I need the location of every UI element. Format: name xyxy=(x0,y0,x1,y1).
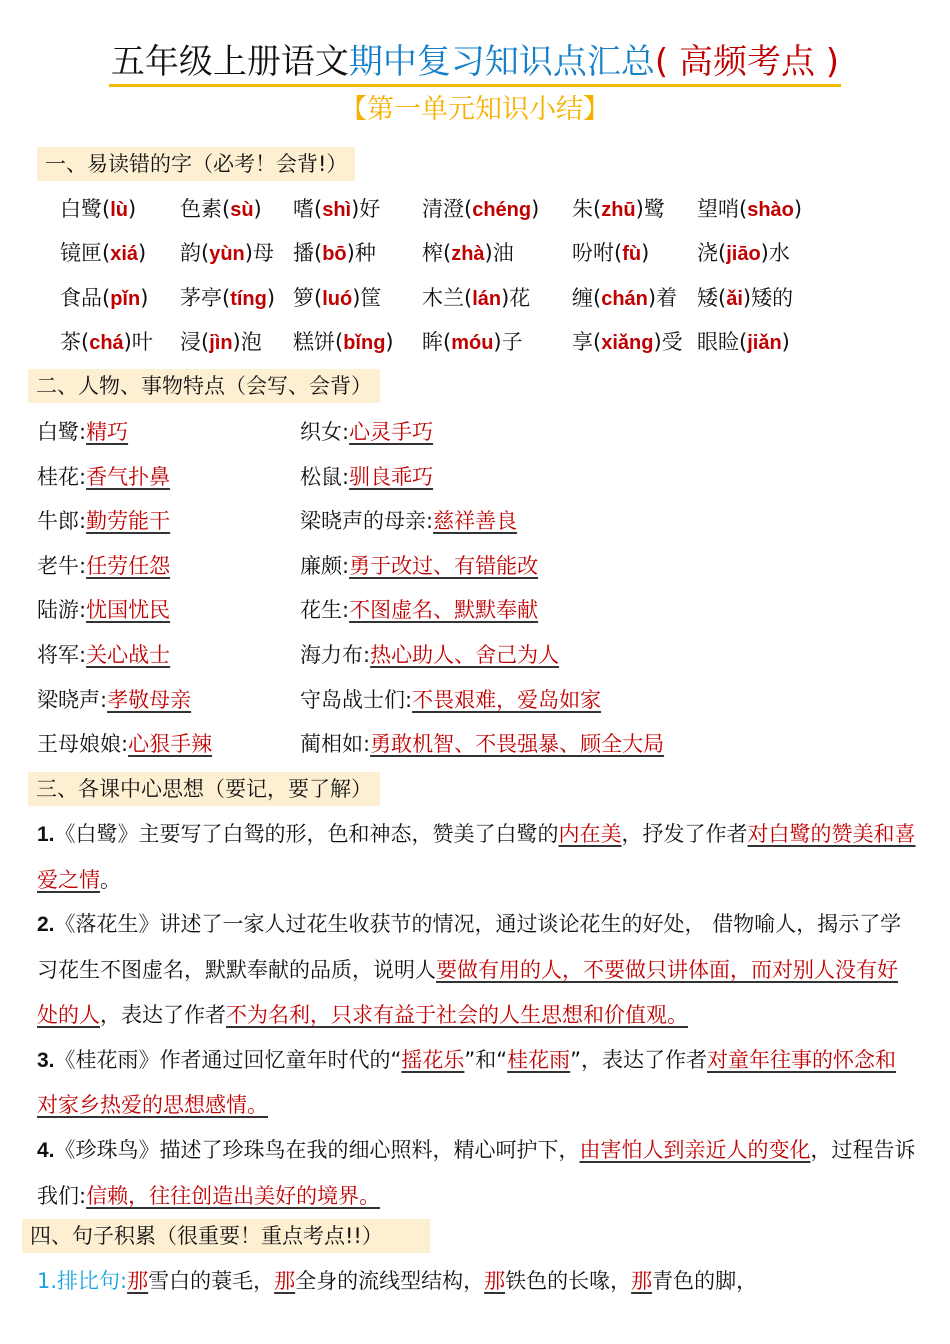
highlighted-phrase: 要做有用的人，不要做只讲体面，而对别人没有好处的人 xyxy=(37,958,898,1027)
highlighted-phrase: 信赖，往往创造出美好的境界。 xyxy=(86,1183,381,1208)
paragraph-text: ，表达了作者 xyxy=(100,1002,226,1027)
trait-subject: 梁晓声: xyxy=(37,687,108,712)
pinyin: lù xyxy=(110,199,128,221)
trait-description: 不图虚名、默默奉献 xyxy=(349,598,539,623)
central-ideas xyxy=(37,812,917,1218)
vocab-word-end: ) xyxy=(385,330,394,354)
trait-subject: 海力布: xyxy=(300,643,371,667)
pinyin: móu xyxy=(451,332,494,354)
vocab-item xyxy=(697,283,793,314)
paragraph xyxy=(37,1128,917,1218)
highlighted-phrase: 内在美 xyxy=(558,822,622,846)
trait-item xyxy=(300,729,664,759)
trait-subject: 王母娘娘: xyxy=(37,732,129,757)
trait-description: 热心助人、舍己为人 xyxy=(370,643,560,667)
vocab-item xyxy=(293,327,394,358)
trait-item xyxy=(300,417,433,447)
item-number: 1. xyxy=(37,823,55,846)
pinyin: jìn xyxy=(209,332,233,354)
section-heading-1: 一、易读错的字（必考！会背!） xyxy=(37,147,355,181)
trait-item xyxy=(300,685,601,715)
sentence-accumulation xyxy=(37,1259,917,1304)
paragraph-text: 全身的流线型结构， xyxy=(295,1269,485,1293)
trait-description: 香气扑鼻 xyxy=(86,464,171,489)
trait-description: 关心战士 xyxy=(86,643,171,667)
vocab-item xyxy=(422,238,514,269)
trait-description: 勇敢机智、不畏强暴、顾全大局 xyxy=(370,732,665,757)
item-number: 3. xyxy=(37,1048,55,1072)
vocab-word-end: )子 xyxy=(493,330,523,354)
vocab-word: 茶( xyxy=(60,330,90,354)
trait-item xyxy=(37,462,170,492)
paragraph xyxy=(37,1038,917,1128)
trait-item xyxy=(300,506,517,536)
vocab-word: 嗜( xyxy=(293,197,323,221)
trait-subject: 老牛: xyxy=(37,553,87,578)
pinyin: chá xyxy=(89,332,124,354)
trait-subject: 守岛战士们: xyxy=(300,687,413,712)
pinyin: bǐng xyxy=(343,332,386,354)
item-number: 2. xyxy=(37,913,55,937)
vocab-word: 榨( xyxy=(422,241,452,265)
vocab-word: 木兰( xyxy=(422,286,473,310)
vocab-word-end: )母 xyxy=(244,241,274,265)
vocab-word-end: )泡 xyxy=(232,330,262,354)
vocab-word: 食品( xyxy=(60,286,111,310)
vocab-word-end: )好 xyxy=(351,197,381,221)
pinyin: jiāo xyxy=(726,243,761,265)
paragraph-text: 《落花生》讲述了一家人过花生收获节的情况，通过谈论花生的好处， 借物喻人，揭示了学习花生不图虚名，默默奉献的品质，说明人 xyxy=(37,912,902,983)
vocab-item xyxy=(422,327,523,358)
pinyin: pǐn xyxy=(110,288,141,310)
pinyin: shào xyxy=(747,199,794,221)
vocab-word-end: ) xyxy=(138,241,147,265)
vocab-word: 享( xyxy=(572,330,602,354)
paragraph-text: 《白鹭》主要写了白鸳的形，色和神态，赞美了白鹭的 xyxy=(54,822,559,846)
vocab-item xyxy=(422,194,539,225)
trait-subject: 蔺相如: xyxy=(300,732,371,757)
vocab-item xyxy=(60,194,136,225)
pinyin: yùn xyxy=(209,243,245,265)
trait-item xyxy=(37,595,170,625)
trait-item xyxy=(300,595,538,625)
pinyin: zhū xyxy=(601,199,636,221)
trait-item xyxy=(37,417,128,447)
vocab-word-end: )油 xyxy=(484,241,514,265)
vocab-word: 眸( xyxy=(422,330,452,354)
trait-description: 不畏艰难，爱岛如家 xyxy=(412,687,602,712)
trait-item xyxy=(37,506,170,536)
vocab-word-end: ) xyxy=(253,197,262,221)
trait-subject: 将军: xyxy=(37,643,87,667)
vocab-word-end: )鹭 xyxy=(635,197,665,221)
vocab-item xyxy=(293,194,380,225)
vocab-item xyxy=(697,238,790,269)
document-title xyxy=(0,38,950,87)
trait-item xyxy=(300,551,538,581)
vocab-item xyxy=(572,283,677,314)
section-heading-3: 三、各课中心思想（要记，要了解） xyxy=(28,772,380,806)
highlighted-phrase: 对白鹭的赞美和喜爱之情 xyxy=(37,822,916,892)
paragraph-text: 《桂花雨》作者通过回忆童年时代的“ xyxy=(54,1047,402,1072)
trait-subject: 牛郎: xyxy=(37,509,87,534)
paragraph-text: 。 xyxy=(100,867,121,892)
trait-subject: 花生: xyxy=(300,598,350,623)
vocab-word: 矮( xyxy=(697,286,727,310)
sentence-type-label: 1.排比句: xyxy=(37,1269,128,1293)
pinyin: jiǎn xyxy=(747,332,782,354)
vocab-word: 望哨( xyxy=(697,197,748,221)
vocab-word: 吩咐( xyxy=(572,241,623,265)
trait-description: 忧国忧民 xyxy=(86,598,171,623)
vocab-word: 缠( xyxy=(572,286,602,310)
section-heading-4: 四、句子积累（很重要！重点考点!!） xyxy=(22,1219,430,1253)
vocab-item xyxy=(180,238,274,269)
pinyin: ǎi xyxy=(726,288,743,310)
trait-item xyxy=(37,729,212,759)
pinyin: tíng xyxy=(230,288,267,310)
title-part-grade: 五年级上册语文 xyxy=(110,42,349,82)
vocab-word-end: ) xyxy=(793,197,803,221)
highlighted-phrase: 那 xyxy=(274,1269,296,1293)
paragraph-text: ”和“ xyxy=(464,1047,508,1072)
vocab-word-end: )受 xyxy=(653,330,683,354)
vocab-item xyxy=(180,194,262,225)
trait-subject: 白鹭: xyxy=(37,420,87,444)
highlighted-phrase: 摇花乐 xyxy=(401,1047,465,1072)
vocab-word: 箩( xyxy=(293,286,323,310)
vocab-word: 色素( xyxy=(180,197,231,221)
trait-subject: 织女: xyxy=(300,420,350,444)
vocab-word: 白鹭( xyxy=(60,197,111,221)
vocab-word-end: )矮的 xyxy=(742,286,794,310)
trait-description: 精巧 xyxy=(86,420,129,444)
trait-description: 勤劳能干 xyxy=(86,509,171,534)
vocab-item xyxy=(60,327,153,358)
item-number: 4. xyxy=(37,1138,55,1162)
vocab-item xyxy=(572,327,683,358)
vocab-item xyxy=(293,283,381,314)
vocab-item xyxy=(572,194,665,225)
trait-description: 驯良乖巧 xyxy=(349,464,434,489)
paragraph-text: 青色的脚， xyxy=(652,1269,758,1293)
vocab-word-end: ) xyxy=(140,286,149,310)
trait-description: 勇于改过、有错能改 xyxy=(349,553,539,578)
trait-description: 孝敬母亲 xyxy=(107,687,192,712)
highlighted-phrase: 对童年往事的怀念和对家乡热爱的思想感情。 xyxy=(37,1047,897,1118)
paragraph xyxy=(37,902,917,1037)
pinyin: bō xyxy=(322,243,347,265)
vocab-word: 韵( xyxy=(180,241,210,265)
paragraph-text: 雪白的蓑毛， xyxy=(148,1269,275,1293)
vocab-word: 播( xyxy=(293,241,323,265)
vocab-item xyxy=(572,238,649,269)
paragraph xyxy=(37,812,917,902)
trait-description: 任劳任怨 xyxy=(86,553,171,578)
vocab-word-end: ) xyxy=(266,286,276,310)
trait-description: 慈祥善良 xyxy=(433,509,518,534)
trait-description: 心灵手巧 xyxy=(349,420,434,444)
title-part-highfreq: ( 高频考点 ) xyxy=(654,42,840,82)
pinyin: fù xyxy=(622,243,642,265)
vocab-word-end: )筐 xyxy=(352,286,382,310)
pinyin: chéng xyxy=(472,199,532,221)
vocab-item xyxy=(180,283,275,314)
vocab-word: 糕饼( xyxy=(293,330,344,354)
vocab-word-end: ) xyxy=(531,197,540,221)
highlighted-phrase: 不为名利，只求有益于社会的人生思想和价值观。 xyxy=(226,1002,688,1027)
trait-item xyxy=(37,640,170,670)
vocab-item xyxy=(180,327,262,358)
vocab-item xyxy=(293,238,376,269)
unit-subtitle: 【第一单元知识小结】 xyxy=(340,94,610,125)
pinyin: xiǎng xyxy=(601,332,654,354)
vocab-word-end: ) xyxy=(641,241,650,265)
paragraph-text: 铁色的长喙， xyxy=(505,1269,632,1293)
vocab-word: 眼睑( xyxy=(697,330,748,354)
trait-item xyxy=(300,640,559,670)
trait-subject: 廉颇: xyxy=(300,553,350,578)
trait-subject: 松鼠: xyxy=(300,464,350,489)
vocab-word: 浸( xyxy=(180,330,210,354)
highlighted-phrase: 桂花雨 xyxy=(507,1047,571,1072)
vocab-word: 浇( xyxy=(697,241,727,265)
vocab-item xyxy=(60,283,148,314)
highlighted-phrase: 那 xyxy=(484,1269,506,1293)
vocab-word-end: ) xyxy=(127,197,137,221)
pinyin: sù xyxy=(230,199,254,221)
vocab-word: 茅亭( xyxy=(180,286,231,310)
pinyin: xiá xyxy=(110,243,139,265)
highlighted-phrase: 那 xyxy=(127,1269,149,1293)
paragraph-text: ，过程告诉我们: xyxy=(37,1137,916,1208)
trait-subject: 陆游: xyxy=(37,598,87,623)
paragraph-text: ”，表达了作者 xyxy=(570,1047,708,1072)
highlighted-phrase: 那 xyxy=(631,1269,653,1293)
vocab-word-end: )叶 xyxy=(123,330,153,354)
title-part-summary: 期中复习知识点汇总 xyxy=(348,42,655,82)
trait-item xyxy=(37,551,170,581)
pinyin: luó xyxy=(322,288,353,310)
vocab-word-end: )种 xyxy=(346,241,376,265)
vocab-item xyxy=(697,194,802,225)
vocab-word: 镜匣( xyxy=(60,241,111,265)
section-heading-2: 二、人物、事物特点（会写、会背） xyxy=(28,369,380,403)
vocab-word-end: )着 xyxy=(647,286,678,310)
vocab-item xyxy=(697,327,790,358)
paragraph-text: ，抒发了作者 xyxy=(621,822,748,846)
vocab-word: 朱( xyxy=(572,197,602,221)
pinyin: shì xyxy=(322,199,352,221)
trait-item xyxy=(37,685,191,715)
trait-item xyxy=(300,462,433,492)
trait-subject: 桂花: xyxy=(37,464,87,489)
trait-subject: 梁晓声的母亲: xyxy=(300,509,434,534)
pinyin: zhà xyxy=(451,243,485,265)
vocab-word-end: )水 xyxy=(760,241,790,265)
pinyin: chán xyxy=(601,288,648,310)
vocab-word-end: )花 xyxy=(501,286,531,310)
trait-description: 心狠手辣 xyxy=(128,732,213,757)
vocab-item xyxy=(422,283,530,314)
vocab-word-end: ) xyxy=(781,330,790,354)
pinyin: lán xyxy=(472,288,502,310)
vocab-item xyxy=(60,238,146,269)
highlighted-phrase: 由害怕人到亲近人的变化 xyxy=(579,1137,811,1162)
paragraph-text: 《珍珠鸟》描述了珍珠鸟在我的细心照料，精心呵护下， xyxy=(54,1137,580,1162)
paragraph xyxy=(37,1259,917,1304)
vocab-word: 清澄( xyxy=(422,197,473,221)
